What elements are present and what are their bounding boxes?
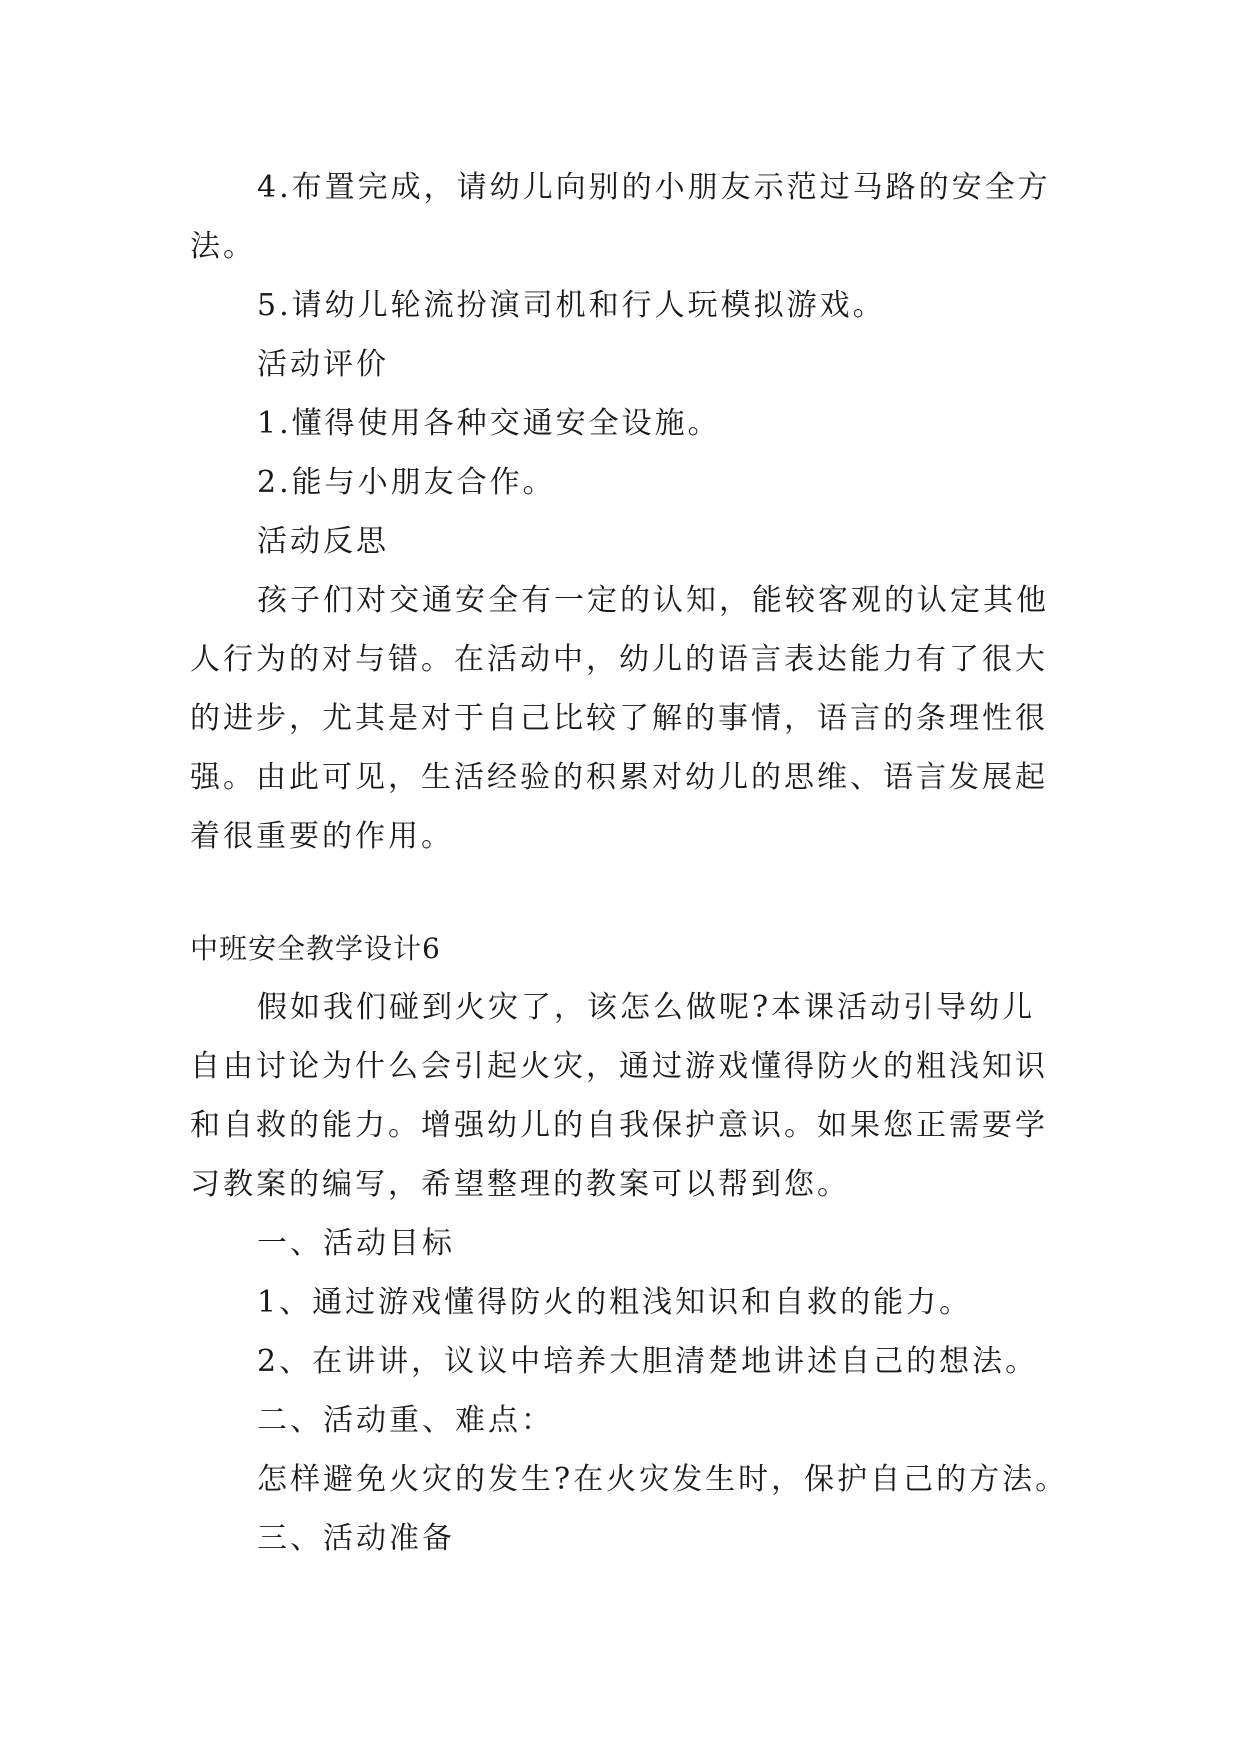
text-line: 自由讨论为什么会引起火灾，通过游戏懂得防火的粗浅知识	[190, 1049, 1048, 1084]
text-line: 4.布置完成，请幼儿向别的小朋友示范过马路的安全方	[257, 170, 1051, 205]
text-line: 1.懂得使用各种交通安全设施。	[257, 406, 721, 441]
text-line: 强。由此可见，生活经验的积累对幼儿的思维、语言发展起	[190, 760, 1048, 795]
text-line: 人行为的对与错。在活动中，幼儿的语言表达能力有了很大	[190, 642, 1048, 677]
text-line: 2、在讲讲，议议中培养大胆清楚地讲述自己的想法。	[257, 1344, 1039, 1379]
text-line: 和自救的能力。增强幼儿的自我保护意识。如果您正需要学	[190, 1108, 1048, 1143]
text-line: 的进步，尤其是对于自己比较了解的事情，语言的条理性很	[190, 701, 1048, 736]
text-line: 法。	[190, 229, 256, 264]
text-line: 怎样避免火灾的发生?在火灾发生时，保护自己的方法。	[257, 1462, 1069, 1497]
text-line: 5.请幼儿轮流扮演司机和行人玩模拟游戏。	[257, 288, 886, 323]
section-heading: 活动反思	[257, 524, 389, 559]
text-line: 着很重要的作用。	[190, 819, 454, 854]
text-line: 2.能与小朋友合作。	[257, 465, 556, 500]
section-title: 中班安全教学设计6	[190, 932, 441, 965]
section-heading: 一、活动目标	[257, 1226, 455, 1261]
text-line: 孩子们对交通安全有一定的认知，能较客观的认定其他	[257, 583, 1049, 618]
section-heading: 二、活动重、难点：	[257, 1403, 554, 1438]
section-heading: 三、活动准备	[257, 1521, 455, 1556]
text-line: 假如我们碰到火灾了，该怎么做呢?本课活动引导幼儿	[257, 990, 1036, 1025]
text-line: 1、通过游戏懂得防火的粗浅知识和自救的能力。	[257, 1285, 973, 1320]
section-heading: 活动评价	[257, 347, 389, 382]
text-line: 习教案的编写，希望整理的教案可以帮到您。	[190, 1167, 850, 1202]
